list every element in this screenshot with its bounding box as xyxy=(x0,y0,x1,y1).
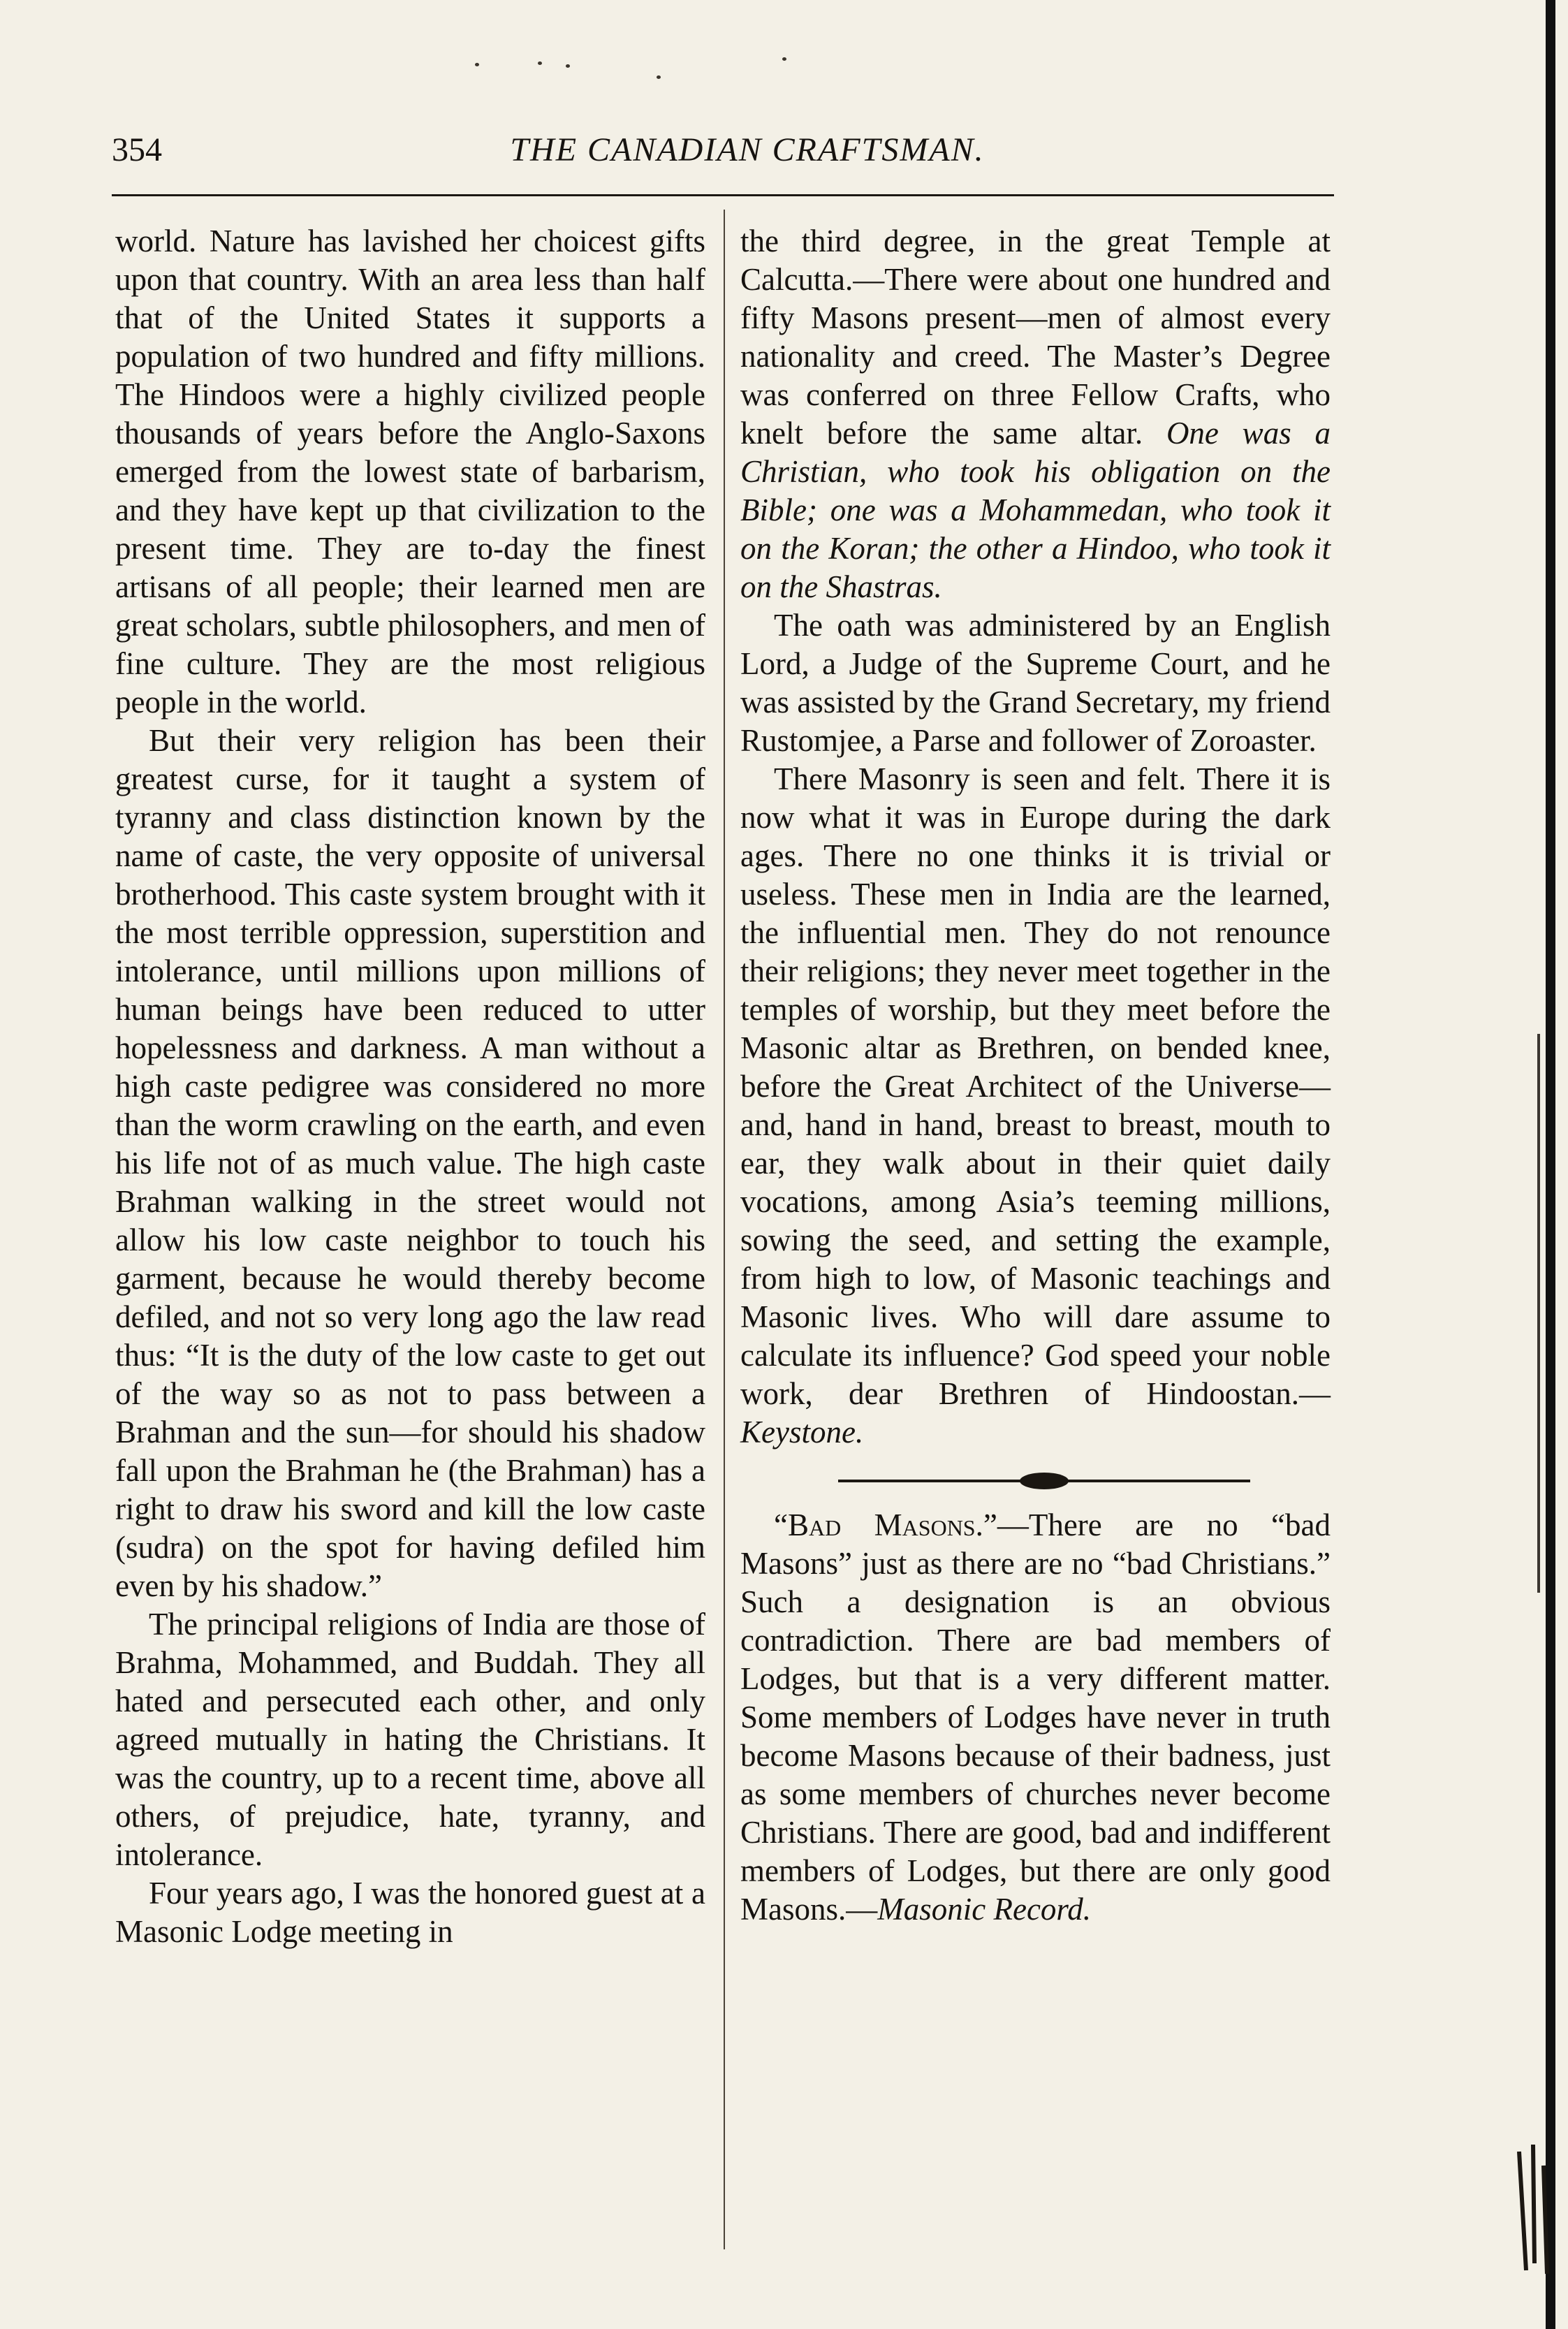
margin-mark xyxy=(1505,2138,1561,2277)
column-divider xyxy=(724,210,725,2249)
article-paragraph xyxy=(740,222,1331,606)
binding-edge xyxy=(1546,0,1555,2329)
paragraph-text: the third degree, in the great Temple at Calcutta.—There were about one hundred and fifty Masons present—men of almost every nationality and creed. The Master’s Degree was conferred on three Fellow Crafts, who knelt before the same altar. xyxy=(740,224,1331,451)
article-paragraph: world. Nature has lavished her choicest gifts upon that country. With an area less than half that of the United States it supports a population of two hundred and fifty millions. The Hindoos were a highly civilized people thousands of years before the Anglo-Saxons emerged from the lowest state of barbarism, and they have kept up that civilization to the present time. They are to-day the finest artisans of all people; their learned men are great scholars, subtle philosophers, and men of fine culture. They are the most religious people in the world. xyxy=(115,224,705,720)
ink-speck xyxy=(782,57,786,61)
running-title: THE CANADIAN CRAFTSMAN. xyxy=(510,131,985,168)
article-paragraph: The oath was administered by an English Lord, a Judge of the Supreme Court, and he was assisted by the Grand Secretary, my friend Rustomjee, a Parse and follower of Zoroaster. xyxy=(740,608,1331,758)
article-title: “Bad Masons.” xyxy=(774,1507,997,1542)
page-header xyxy=(112,126,1334,175)
divider-ornament xyxy=(1020,1473,1069,1489)
italic-passage: One was a Christian, who took his obligation on the Bible; one was a Mohammedan, who took it on the Koran; the other a Hindoo, who took it on the Shastras. xyxy=(740,416,1331,604)
left-column xyxy=(115,222,705,1951)
binding-shadow xyxy=(1537,1034,1540,1593)
page-number: 354 xyxy=(112,131,162,168)
section-divider xyxy=(740,1459,1331,1503)
article-paragraph: The principal religions of India are those of Brahma, Mohammed, and Buddah. They all hated and persecuted each other, and only agreed mutually in hating the Christians. It was the country, up to a recent time, above all others, of prejudice, hate, tyranny, and intolerance. xyxy=(115,1607,705,1872)
print-specks xyxy=(419,49,838,105)
source-credit: Keystone. xyxy=(740,1415,864,1450)
ink-speck xyxy=(657,75,661,79)
ink-speck xyxy=(538,61,542,65)
article-paragraph xyxy=(740,1506,1331,1929)
paragraph-text: There Masonry is seen and felt. There it is now what it was in Europe during the dark ages. There no one thinks it is trivial or useless. These men in India are the learned, the influential men. They do not renounce their religions; they never meet together in the temples of worship, but they meet before the Masonic altar as Brethren, on bended knee, before the Great Architect of the Universe—and, hand in hand, breast to breast, mouth to ear, they walk about in their quiet daily vocations, among Asia’s teeming millions, sowing the seed, and setting the example, from high to low, of Masonic teachings and Masonic lives. Who will dare assume to calculate its influence? God speed your noble work, dear Brethren of Hindoostan.— xyxy=(740,761,1331,1411)
right-column xyxy=(740,222,1331,1929)
ink-speck xyxy=(475,63,479,66)
header-rule xyxy=(112,194,1334,196)
paragraph-text: —There are no “bad Masons” just as there are no “bad Christians.” Such a designation is an obvious contradiction. There are bad members of Lodges, but that is a very different matter. Some members of Lodges have never in truth become Masons because of their badness, just as some members of churches never become Christians. There are good, bad and indifferent members of Lodges, but there are only good Masons.— xyxy=(740,1507,1331,1927)
ink-speck xyxy=(566,64,570,68)
source-credit: Masonic Record. xyxy=(877,1892,1092,1927)
article-paragraph xyxy=(740,760,1331,1452)
article-paragraph: But their very religion has been their greatest curse, for it taught a system of tyranny and class distinction known by the name of caste, the very opposite of universal brotherhood. This caste system brought with it the most terrible oppression, superstition and intolerance, until millions upon millions of human beings have been reduced to utter hopelessness and darkness. A man without a high caste pedigree was considered no more than the worm crawling on the earth, and even his life not of as much value. The high caste Brahman walking in the street would not allow his low caste neighbor to touch his garment, because he would thereby become defiled, and not so very long ago the law read thus: “It is the duty of the low caste to get out of the way so as not to pass between a Brahman and the sun—for should his shadow fall upon the Brahman he (the Brahman) has a right to draw his sword and kill the low caste (sudra) on the spot for having defiled him even by his shadow.” xyxy=(115,723,705,1603)
article-paragraph: Four years ago, I was the honored guest at a Masonic Lodge meeting in xyxy=(115,1876,705,1949)
